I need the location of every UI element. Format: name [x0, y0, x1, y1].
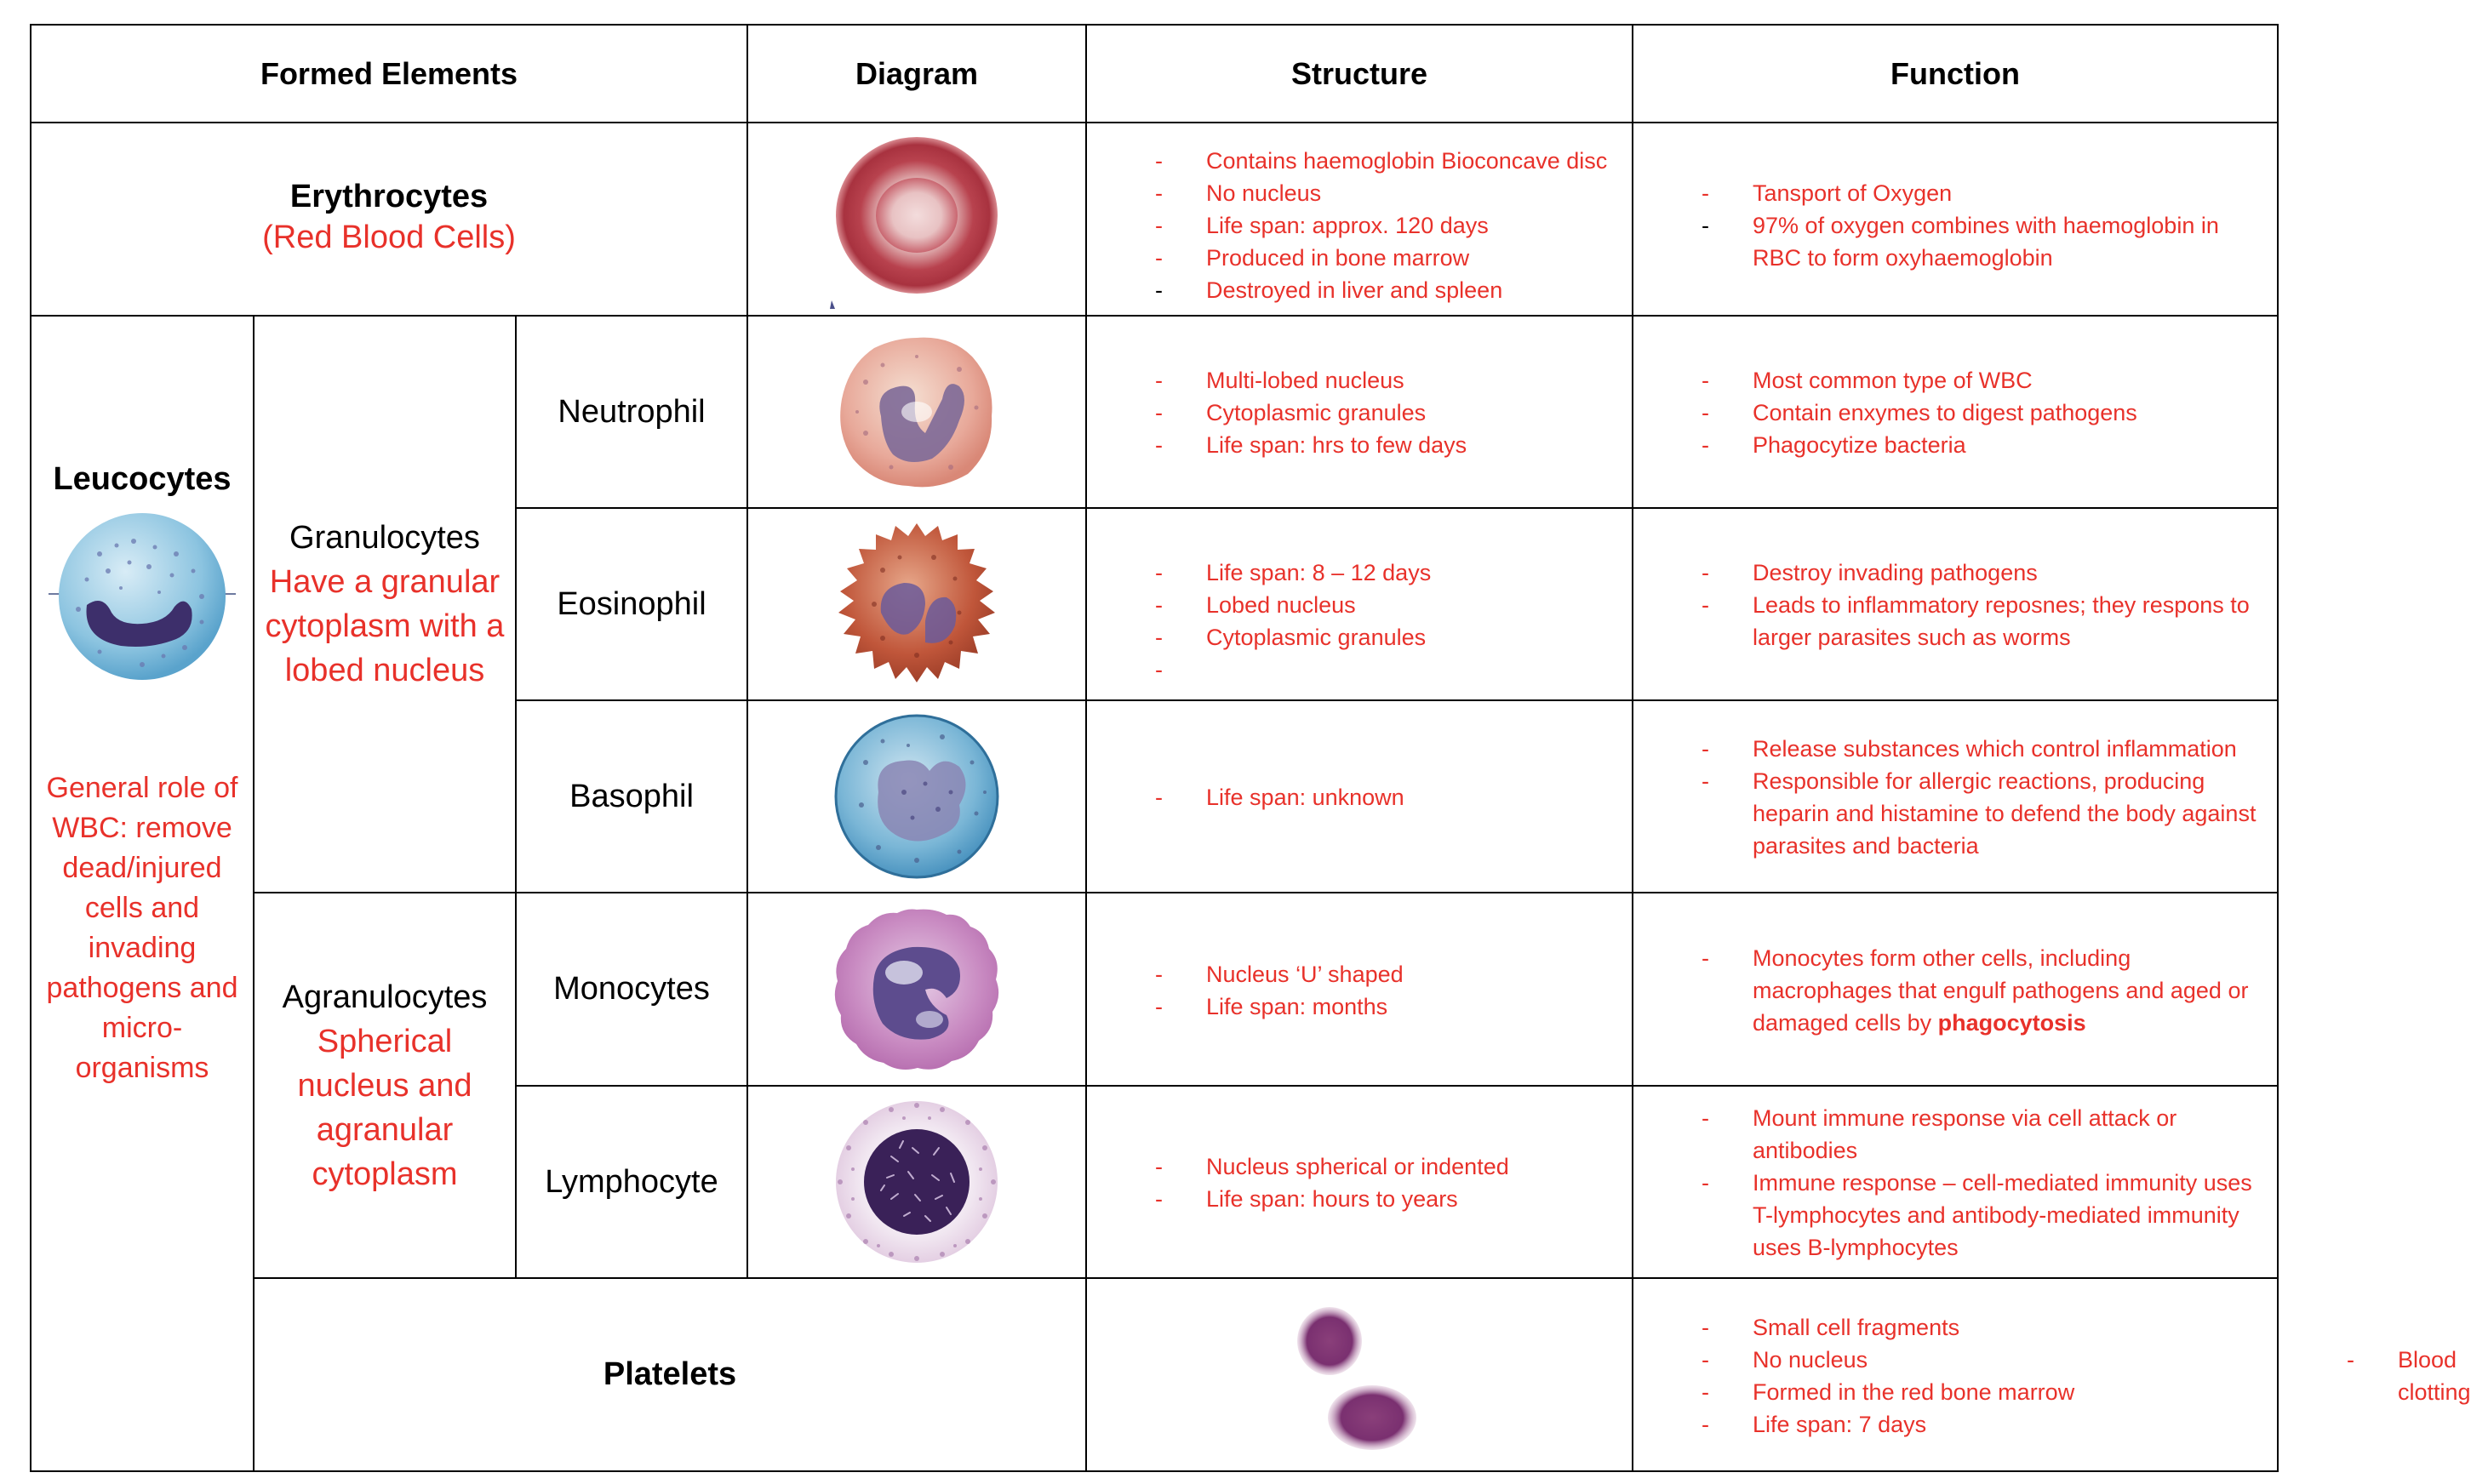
neutrophil-function-list	[1633, 364, 2277, 461]
erythrocytes-title: Erythrocytes	[289, 179, 489, 214]
monocytes-structure-cell	[1086, 893, 1633, 1086]
function-item: - 97% of oxygen combines with haemoglobin in RBC to form oxyhaemoglobin	[1633, 209, 2268, 274]
platelets-structure-cell	[1633, 1278, 2278, 1471]
structure-item: - Life span: 7 days	[1633, 1408, 2268, 1441]
monocytes-function-cell	[1633, 893, 2278, 1086]
function-item: - Phagocytize bacteria	[1633, 429, 2268, 461]
basophil-structure-cell	[1086, 700, 1633, 893]
agranulocytes-title: Agranulocytes	[282, 979, 488, 1015]
erythrocyte-image	[823, 126, 1010, 313]
erythrocytes-label-cell	[31, 123, 747, 316]
erythrocytes-structure-cell	[1086, 123, 1633, 316]
structure-item: - Small cell fragments	[1633, 1311, 2268, 1344]
structure-item: - Nucleus ‘U’ shaped	[1087, 958, 1623, 990]
structure-item: - Life span: months	[1087, 990, 1623, 1023]
row-monocytes	[31, 893, 2278, 1086]
structure-item: - Life span: hrs to few days	[1087, 429, 1623, 461]
row-neutrophil	[31, 316, 2278, 508]
monocytes-function-text: Monocytes form other cells, including macrophages that engulf pathogens and aged or damaged cells by	[1753, 945, 2249, 1036]
monocytes-diagram-cell	[747, 893, 1086, 1086]
erythrocyte-diagram-cell	[747, 123, 1086, 316]
header-diagram: Diagram	[747, 25, 1086, 123]
formed-elements-table	[30, 24, 2471, 1472]
lymphocyte-structure-cell	[1086, 1086, 1633, 1278]
structure-item: - Life span: 8 – 12 days	[1087, 556, 1623, 589]
structure-item: - Nucleus spherical or indented	[1087, 1150, 1623, 1183]
leucocytes-label-cell	[31, 316, 254, 1471]
basophil-diagram-cell	[747, 700, 1086, 893]
neutrophil-function-cell	[1633, 316, 2278, 508]
structure-item: - Life span: approx. 120 days	[1087, 209, 1623, 242]
function-item: - Mount immune response via cell attack or antibodies	[1633, 1102, 2268, 1167]
row-platelets	[31, 1278, 2278, 1471]
basophil-structure-list	[1087, 781, 1632, 813]
header-function: Function	[1633, 25, 2278, 123]
monocytes-structure-list	[1087, 958, 1632, 1023]
eosinophil-diagram-cell	[747, 508, 1086, 700]
neutrophil-name: Neutrophil	[516, 316, 747, 508]
platelets-label-cell	[254, 1278, 1086, 1471]
erythrocytes-function-cell	[1633, 123, 2278, 316]
structure-item: - No nucleus	[1087, 177, 1623, 209]
basophil-image	[832, 711, 1002, 882]
structure-item: - Contains haemoglobin Bioconcave disc	[1087, 145, 1623, 177]
neutrophil-structure-list	[1087, 364, 1632, 461]
function-item: - Contain enxymes to digest pathogens	[1633, 397, 2268, 429]
monocyte-image	[827, 905, 1006, 1075]
platelets-function-list	[2279, 1344, 2471, 1408]
structure-item: - Life span: unknown	[1087, 781, 1623, 813]
eosinophil-image	[832, 519, 1002, 689]
neutrophil-structure-cell	[1086, 316, 1633, 508]
erythrocytes-function-list	[1633, 177, 2277, 274]
lymphocyte-function-list	[1633, 1102, 2277, 1264]
eosinophil-name: Eosinophil	[516, 508, 747, 700]
monocytes-function-list	[1633, 942, 2277, 1039]
structure-item: - Produced in bone marrow	[1087, 242, 1623, 274]
platelets-title: Platelets	[603, 1356, 737, 1392]
structure-item: - Multi-lobed nucleus	[1087, 364, 1623, 397]
structure-item: - Cytoplasmic granules	[1087, 397, 1623, 429]
leucocytes-title: Leucocytes	[53, 461, 232, 497]
function-item: - Leads to inflammatory reposnes; they respons to larger parasites such as worms	[1633, 589, 2268, 654]
eosinophil-structure-cell	[1086, 508, 1633, 700]
function-item: - Release substances which control inflammation	[1633, 733, 2268, 765]
structure-item: - Formed in the red bone marrow	[1633, 1376, 2268, 1408]
granulocytes-description: Have a granular cytoplasm with a lobed nucleus	[265, 564, 505, 688]
granulocytes-title: Granulocytes	[289, 520, 480, 556]
function-item	[1633, 942, 2268, 1039]
erythrocytes-structure-list	[1087, 145, 1632, 306]
structure-item: - Destroyed in liver and spleen	[1087, 274, 1623, 306]
granulocytes-label-cell	[254, 316, 516, 893]
function-item: - Destroy invading pathogens	[1633, 556, 2268, 589]
structure-item: - Cytoplasmic granules	[1087, 621, 1623, 654]
platelets-diagram-cell	[1086, 1278, 1633, 1471]
wbc-general-role: General role of WBC: remove dead/injured cells and invading pathogens and micro-organisms	[46, 772, 238, 1084]
lymphocyte-diagram-cell	[747, 1086, 1086, 1278]
header-formed-elements: Formed Elements	[31, 25, 747, 123]
neutrophil-image	[832, 331, 1002, 493]
structure-item: - No nucleus	[1633, 1344, 2268, 1376]
leucocyte-image	[49, 511, 236, 690]
row-erythrocytes	[31, 123, 2278, 316]
structure-item: - Lobed nucleus	[1087, 589, 1623, 621]
eosinophil-function-list	[1633, 556, 2277, 654]
monocytes-name: Monocytes	[516, 893, 747, 1086]
platelets-structure-list	[1633, 1311, 2277, 1441]
lymphocyte-name: Lymphocyte	[516, 1086, 747, 1278]
platelets-image	[1283, 1290, 1436, 1460]
function-item: - Immune response – cell-mediated immunity uses T-lymphocytes and antibody-mediated immunity uses B-lymphocytes	[1633, 1167, 2268, 1264]
agranulocytes-description: Spherical nucleus and agranular cytoplasm	[297, 1023, 472, 1192]
monocytes-function-bold: phagocytosis	[1937, 1009, 2086, 1036]
erythrocytes-subtitle: (Red Blood Cells)	[262, 220, 516, 255]
function-item: - Tansport of Oxygen	[1633, 177, 2268, 209]
eosinophil-structure-list	[1087, 556, 1632, 654]
header-structure: Structure	[1086, 25, 1633, 123]
basophil-function-list	[1633, 733, 2277, 862]
function-item: - Responsible for allergic reactions, producing heparin and histamine to defend the body against parasites and bacteria	[1633, 765, 2268, 862]
basophil-function-cell	[1633, 700, 2278, 893]
basophil-name: Basophil	[516, 700, 747, 893]
lymphocyte-structure-list	[1087, 1150, 1632, 1215]
function-item: - Blood clotting	[2279, 1344, 2398, 1408]
function-item: - Most common type of WBC	[1633, 364, 2268, 397]
header-row	[31, 25, 2278, 123]
eosinophil-function-cell	[1633, 508, 2278, 700]
neutrophil-diagram-cell	[747, 316, 1086, 508]
structure-item: - Life span: hours to years	[1087, 1183, 1623, 1215]
agranulocytes-label-cell	[254, 893, 516, 1278]
lymphocyte-function-cell	[1633, 1086, 2278, 1278]
lymphocyte-image	[832, 1097, 1002, 1267]
